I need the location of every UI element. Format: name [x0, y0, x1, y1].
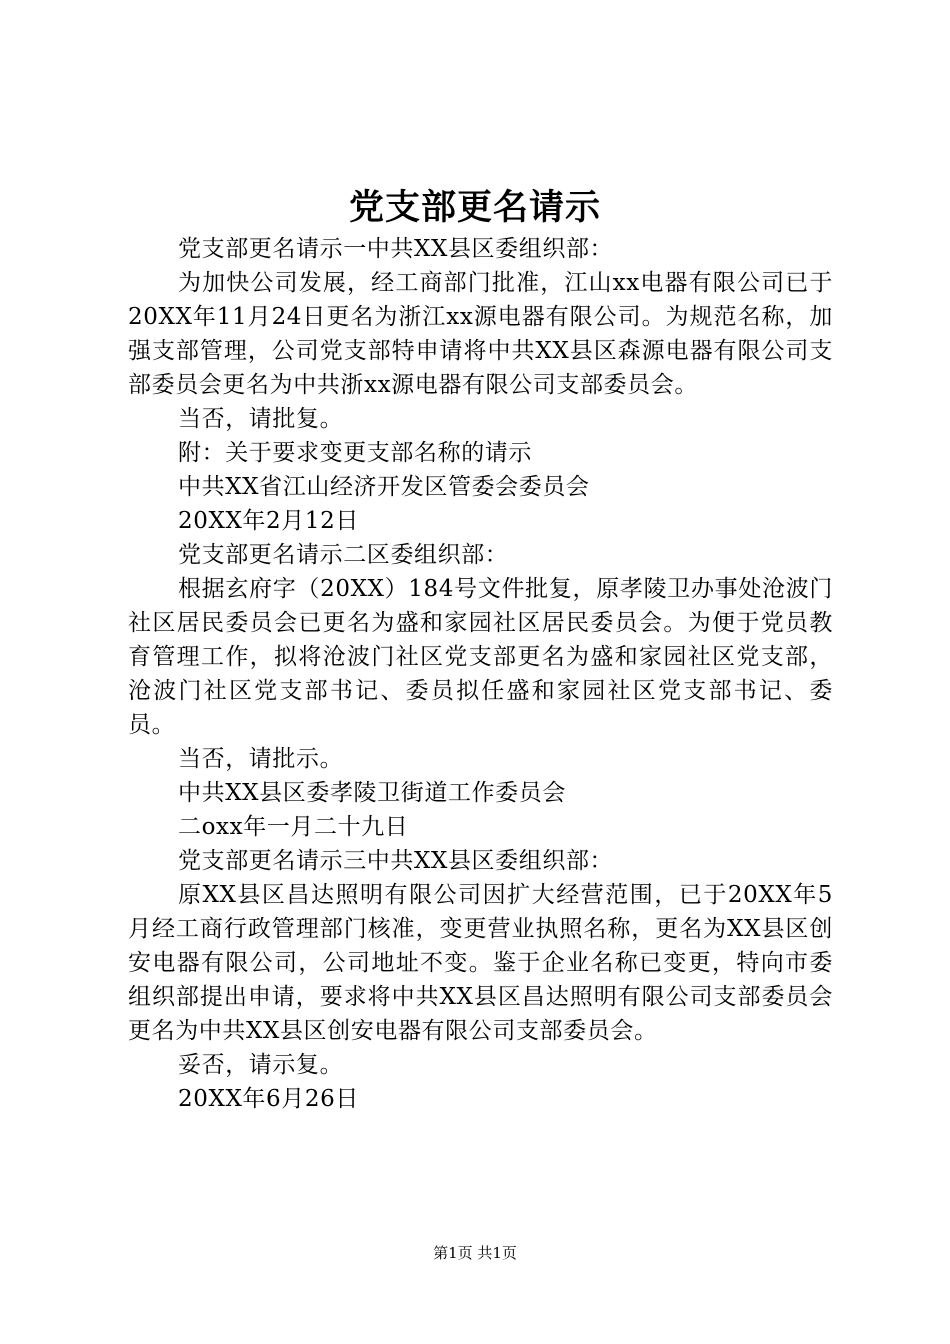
document-title: 党支部更名请示: [348, 187, 601, 228]
paragraph: 中共XX县区委孝陵卫街道工作委员会: [178, 780, 566, 806]
paragraph: 党支部更名请示一中共XX县区委组织部：: [178, 236, 614, 262]
paragraph: 附：关于要求变更支部名称的请示: [178, 440, 532, 466]
paragraph: 20XX年6月26日: [178, 1086, 359, 1112]
paragraph: 根据玄府字（20XX）184号文件批复，原孝陵卫办事处沧波门社区居民委员会已更名为盛和家园社区居民委员会。为便于党员教育管理工作，拟将沧波门社区党支部更名为盛和家园社区党支部，沧波门社区党支部书记、委员拟任盛和家园社区党支部书记、委员。: [128, 576, 833, 738]
paragraph: 当否，请批示。: [178, 746, 344, 772]
paragraph: 为加快公司发展，经工商部门批准，江山xx电器有限公司已于20XX年11月24日更名为浙江xx源电器有限公司。为规范名称，加强支部管理，公司党支部特申请将中共XX县区森源电器有限公司支部委员会更名为中共浙xx源电器有限公司支部委员会。: [128, 270, 833, 398]
paragraph: 二oxx年一月二十九日: [178, 814, 409, 840]
paragraph: 当否，请批复。: [178, 406, 344, 432]
page-footer: 第1页 共1页: [433, 1244, 517, 1262]
paragraph: 党支部更名请示二区委组织部：: [178, 542, 509, 568]
paragraph: 中共XX省江山经济开发区管委会委员会: [178, 474, 590, 500]
paragraph: 20XX年2月12日: [178, 508, 359, 534]
paragraph: 原XX县区昌达照明有限公司因扩大经营范围，已于20XX年5月经工商行政管理部门核准，变更营业执照名称，更名为XX县区创安电器有限公司，公司地址不变。鉴于企业名称已变更，特向市委组织部提出申请，要求将中共XX县区昌达照明有限公司支部委员会更名为中共XX县区创安电器有限公司支部委员会。: [128, 882, 833, 1044]
paragraph: 党支部更名请示三中共XX县区委组织部：: [178, 848, 614, 874]
document-body: [128, 232, 833, 1116]
paragraph: 妥否，请示复。: [178, 1052, 344, 1078]
